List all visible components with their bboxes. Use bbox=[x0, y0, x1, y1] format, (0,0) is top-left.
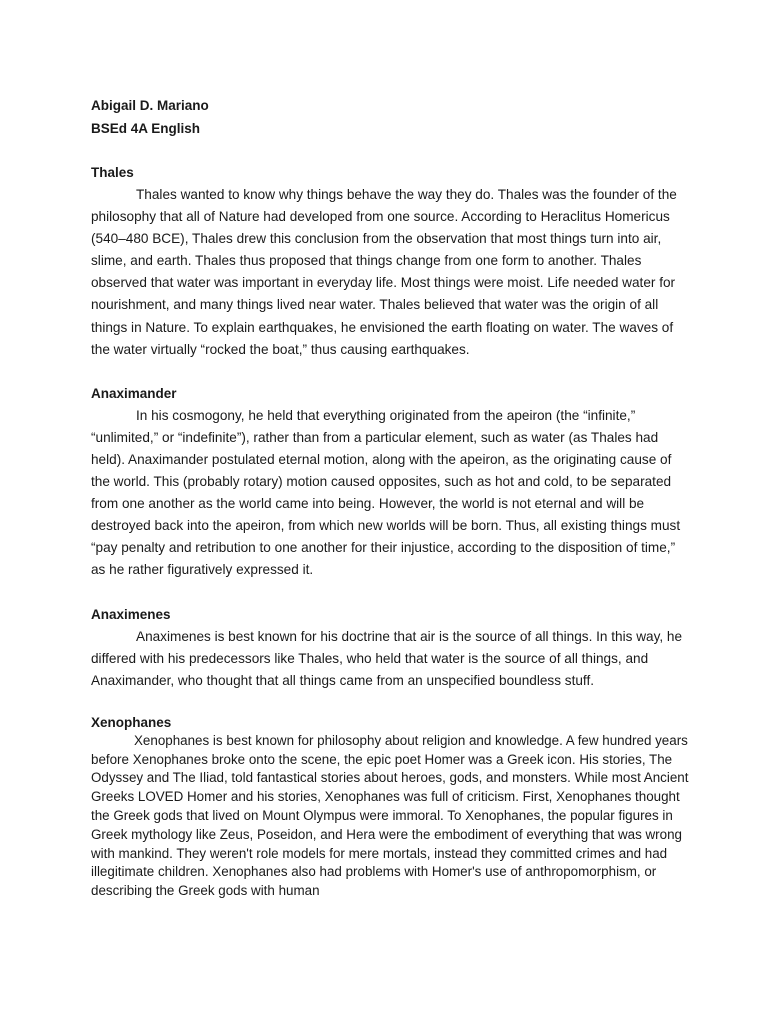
section-paragraph: Anaximenes is best known for his doctrine that air is the source of all things. In this way, he differed with his predecessors like Thales, who held that water is the source of all things, and Anaximander, who thought that all things came from an unspecified boundless stuff. bbox=[91, 628, 683, 688]
section-xenophanes bbox=[91, 713, 691, 901]
section-heading: Xenophanes bbox=[91, 714, 172, 730]
section-heading: Thales bbox=[91, 165, 134, 180]
section-heading: Anaximenes bbox=[91, 606, 171, 622]
section-paragraph: In his cosmogony, he held that everything originated from the apeiron (the “infinite,” “unlimited,” or “indefinite”), rather than from a particular element, such as water (as Thales had held). Anaximander postulated eternal motion, along with the apeiron, as the originating cause of the world. This (probably rotary) motion caused opposites, such as hot and cold, to be separated from one another as the world came into being. However, the world is not eternal and will be destroyed back into the apeiron, from which new worlds will be born. Thus, all existing things must “pay penalty and retribution to one another for their injustice, according to the disposition of time,” as he rather figuratively expressed it. bbox=[91, 407, 681, 578]
author-name: Abigail D. Mariano bbox=[91, 98, 209, 113]
section-thales bbox=[91, 162, 691, 361]
section-heading: Anaximander bbox=[91, 385, 177, 401]
section-anaximander bbox=[91, 383, 691, 582]
section-anaximenes bbox=[91, 604, 691, 692]
section-paragraph: Xenophanes is best known for philosophy about religion and knowledge. A few hundred years before Xenophanes broke onto the scene, the epic poet Homer was a Greek icon. His stories, The Odyssey and The Iliad, told fantastical stories about heroes, gods, and monsters. While most Ancient Greeks LOVED Homer and his stories, Xenophanes was full of criticism. First, Xenophanes thought the Greek gods that lived on Mount Olympus were immoral. To Xenophanes, the popular figures in Greek mythology like Zeus, Poseidon, and Hera were the embodiment of everything that was wrong with mankind. They weren't role models for mere mortals, instead they committed crimes and had illegitimate children. Xenophanes also had problems with Homer's use of anthropomorphism, or describing the Greek gods with human bbox=[91, 732, 689, 899]
section-paragraph: Thales wanted to know why things behave the way they do. Thales was the founder of the philosophy that all of Nature had developed from one source. According to Heraclitus Homericus (540–480 BCE), Thales drew this conclusion from the observation that most things turn into air, slime, and earth. Thales thus proposed that things change from one form to another. Thales observed that water was important in everyday life. Most things were moist. Life needed water for nourishment, and many things lived near water. Thales believed that water was the origin of all things in Nature. To explain earthquakes, he envisioned the earth floating on water. The waves of the water virtually “rocked the boat,” thus causing earthquakes. bbox=[91, 187, 677, 357]
course-name: BSEd 4A English bbox=[91, 121, 201, 136]
document-page bbox=[91, 94, 691, 901]
